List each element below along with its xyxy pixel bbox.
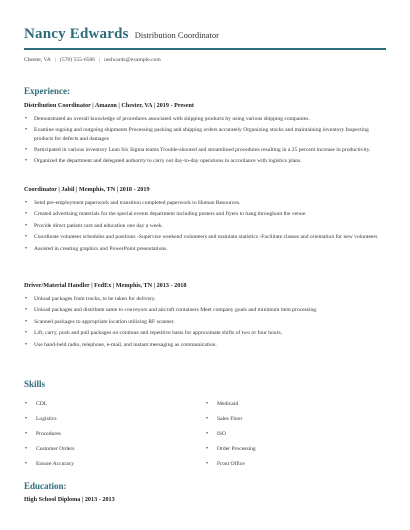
contact-separator: | <box>99 57 101 63</box>
experience-heading: Experience: <box>24 86 70 96</box>
job-bullet: • Unload packages from trucks, to be taken for delivery. <box>24 295 386 303</box>
education-entry: High School Diploma | 2013 - 2013 <box>24 496 115 503</box>
bullet-icon: • <box>206 431 209 437</box>
contact-email: nedwards@example.com <box>104 57 161 63</box>
skill-item: • Medicaid <box>206 401 239 407</box>
bullet-icon: • <box>25 431 28 437</box>
contact-phone: (570) 555-6586 <box>60 57 96 63</box>
job-bullet: • Examine ingoing and outgoing shipments Processing packing and shipping orders accurately Organizing stocks and maintaining inventory Inspecting products for defects and damages <box>24 126 386 142</box>
header-divider <box>24 48 386 50</box>
job-header: Distribution Coordinator | Amazon | Chester, VA | 2019 - Present <box>24 102 194 109</box>
job-bullet: • Created advertising materials for the special events department including posters and flyers to hang throughout the venue. <box>24 210 386 218</box>
job-header: Coordinator | Jabil | Memphis, TN | 2018 - 2019 <box>24 186 150 193</box>
bullet-icon: • <box>25 446 28 452</box>
job-bullet: • Coordinate volunteer schedules and positions -Supervise weekend volunteers and maintain statistics -Facilitate classes and orientation for new volunteers <box>24 233 386 241</box>
job-bullet: • Send pre-employment paperwork and transition completed paperwork to Human Resources. <box>24 199 386 207</box>
contact-line <box>24 57 161 63</box>
bullet-icon: • <box>206 461 209 467</box>
bullet-icon: • <box>25 461 28 467</box>
skill-item: • Procedures <box>25 431 61 437</box>
skill-item: • Ensure Accuracy <box>25 461 75 467</box>
bullet-icon: • <box>206 401 209 407</box>
name-row <box>24 26 386 43</box>
job-bullet: • Participated in various inventory Lean Six Sigma teams Trouble-shooted and streamlined procedures resulting in a 25 percent increase in productivity. <box>24 146 386 154</box>
job-bullet: • Use hand-held radio, telephone, e-mail, and instant messaging as communication. <box>24 341 386 349</box>
job-bullets <box>24 295 386 349</box>
skill-item: • Front Office <box>206 461 245 467</box>
bullet-icon: • <box>25 416 28 422</box>
job-bullet: • Organized the department and delegated authority to carry out day-to-day operations in accordance with logistics plans. <box>24 157 386 165</box>
skills-list <box>24 401 386 467</box>
skill-item: • Logistics <box>25 416 57 422</box>
bullet-icon: • <box>206 416 209 422</box>
job-bullet: • Assisted in creating graphics and PowerPoint presentations. <box>24 245 386 253</box>
job-header: Driver/Material Handler | FedEx | Memphis, TN | 2013 - 2018 <box>24 282 187 289</box>
skill-item: • CDL <box>25 401 48 407</box>
bullet-icon: • <box>25 401 28 407</box>
resume-header <box>24 26 386 43</box>
job-bullet: • Unload packages and distribute same to conveyors and aircraft containers Meet company goals and minimum item processing. <box>24 306 386 314</box>
bullet-icon: • <box>206 446 209 452</box>
job-entry <box>24 102 386 169</box>
job-entry <box>24 282 386 352</box>
contact-separator: | <box>54 57 57 63</box>
candidate-name: Nancy Edwards <box>24 26 129 42</box>
education-heading: Education: <box>24 481 67 491</box>
skill-item: • Customer Orders <box>25 446 75 452</box>
skill-item: • Order Processing <box>206 446 256 452</box>
candidate-title: Distribution Coordinator <box>134 30 219 40</box>
job-bullet: • Demonstrated an overall knowledge of procedures associated with shipping products by using various shipping companies. <box>24 115 386 123</box>
skill-item: • Sales Floor <box>206 416 243 422</box>
job-bullet: • Scanned packages to appropriate location utilizing RF scanner. <box>24 318 386 326</box>
job-entry <box>24 186 386 256</box>
skill-item: • ISO <box>206 431 227 437</box>
skills-heading: Skills <box>24 379 46 389</box>
job-bullet: • Lift, carry, push and pull packages on continue and repetitive basis for approximate shifts of two or four hours. <box>24 329 386 337</box>
contact-location: Chester, VA <box>24 57 51 63</box>
job-bullets <box>24 115 386 166</box>
job-bullet: • Provide direct patient care and education one day a week. <box>24 222 386 230</box>
job-bullets <box>24 199 386 253</box>
